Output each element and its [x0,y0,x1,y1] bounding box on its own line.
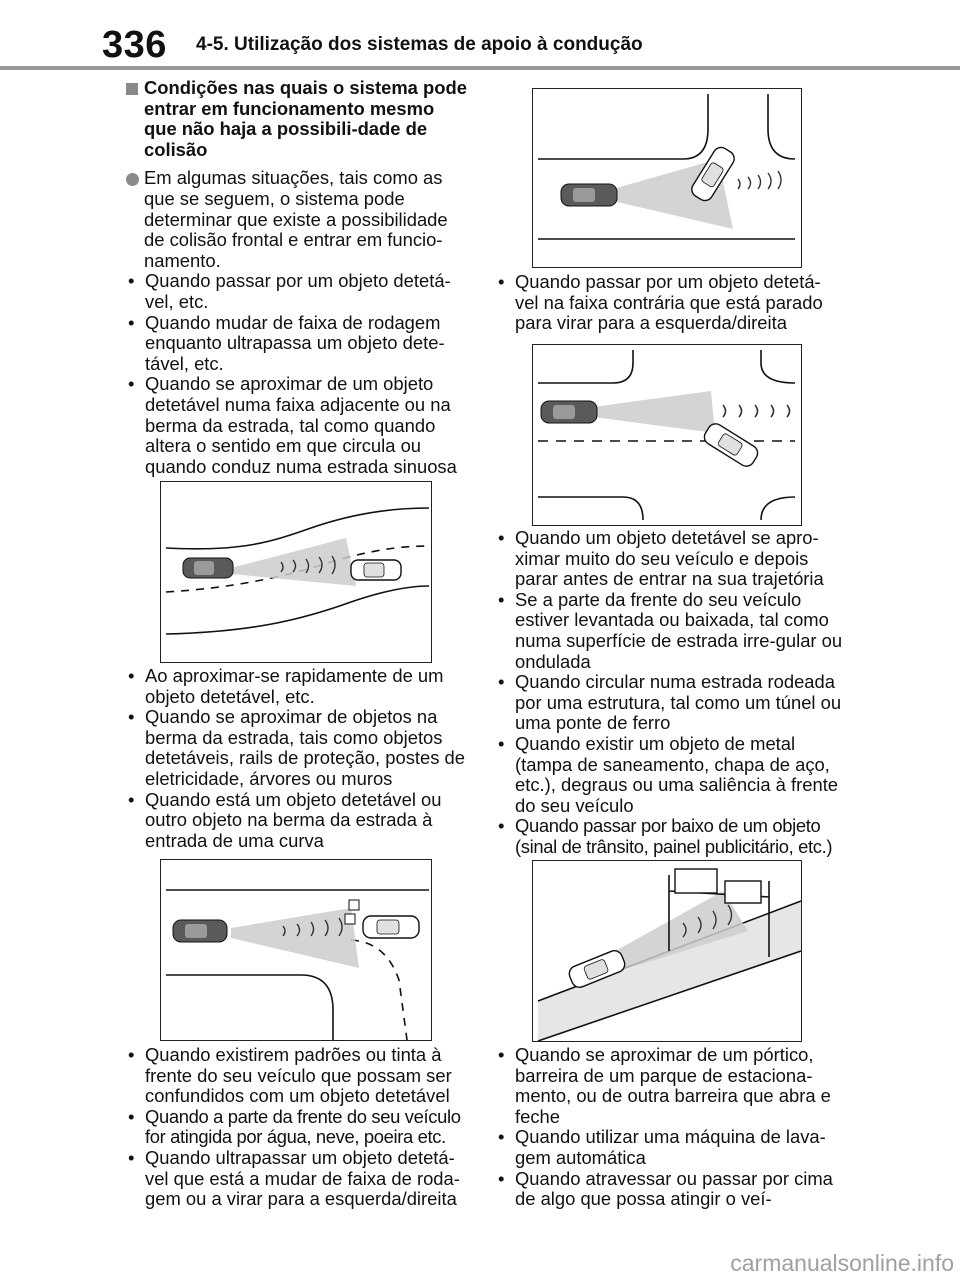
bullet-icon: • [128,270,135,292]
list-item-text: Quando passar por um objeto detetá-vel na faixa contrária que está parado para virar para a esquerda/direita [515,271,823,334]
bullet-icon: • [128,706,135,728]
bullet-icon: • [498,1167,505,1189]
list-item-text: Quando passar por um objeto detetá-vel, etc. [145,270,451,312]
list-item-text: Quando se aproximar de objetos na berma da estrada, tais como objetos detetáveis, rails de proteção, postes de eletricidade, árvores ou muros [145,706,465,789]
list-item-text: Se a parte da frente do seu veículo estiver levantada ou baixada, tal como numa superfície de estrada irre-gular ou ondulada [515,588,843,672]
bullet-icon: • [498,527,505,548]
list-item [494,1169,844,1210]
bullet-icon: • [128,311,135,333]
illustration-intersection-turn [532,88,802,268]
right-list-3 [494,1045,844,1210]
bullet-icon: • [498,1126,505,1148]
list-item-text: Quando se aproximar de um pórtico, barreira de um parque de estaciona-mento, ou de outra barreira que abra e feche [515,1044,831,1127]
list-item-text: Quando existir um objeto de metal (tampa de saneamento, chapa de aço, etc.), degraus ou uma saliência à frente do seu veículo [515,732,839,816]
list-item-text: Quando utilizar uma máquina de lava-gem automática [515,1126,826,1168]
bullet-icon: • [128,1146,135,1168]
bullet-icon: • [128,1105,135,1127]
bullet-icon: • [128,665,135,686]
bullet-list [124,666,468,851]
list-item [494,590,844,672]
list-item [494,1045,844,1127]
intro-paragraph [124,168,468,271]
list-item-text: Quando passar por baixo de um objeto (sinal de trânsito, painel publicitário, etc.) [515,815,833,857]
list-item [124,790,468,852]
list-item [124,374,468,477]
list-item [124,707,468,789]
list-item [124,1045,468,1107]
curve-entrance-illustration [161,860,431,1040]
left-list-2 [124,666,468,851]
bullet-icon: • [498,815,505,837]
bullet-list [124,1045,468,1210]
bullet-icon: • [498,732,505,754]
list-item [124,666,468,707]
list-item [124,1148,468,1210]
bullet-icon: • [498,588,505,610]
intersection-turn-illustration [533,89,801,267]
list-item [494,816,844,857]
illustration-overhead-sign [532,860,802,1042]
list-item-text: Quando atravessar ou passar por cima de algo que possa atingir o veí- [515,1167,833,1210]
section-heading [124,78,468,160]
bullet-list [494,528,844,858]
circle-bullet-icon [126,173,139,186]
list-item [494,672,844,734]
bullet-list [494,1045,844,1210]
list-item-text: Quando circular numa estrada rodeada por uma estrutura, tal como um túnel ou uma ponte de ferro [515,671,842,734]
bullet-icon: • [498,671,505,693]
illustration-approaching-object [532,344,802,526]
header-divider [0,66,960,70]
bullet-icon: • [128,373,135,395]
left-column [124,78,468,477]
right-list-2 [494,528,844,858]
intro-text: Em algumas situações, tais como as que se seguem, o sistema pode determinar que existe a possibilidade de colisão frontal e entrar em funcio-namento. [144,167,448,271]
list-item [124,1107,468,1148]
list-item [494,1127,844,1168]
list-item [494,734,844,816]
list-item [494,528,844,590]
list-item-text: Quando está um objeto detetável ou outro objeto na berma da estrada à entrada de uma curva [145,788,442,851]
right-list-1 [494,272,844,334]
watermark: carmanualsonline.info [730,1250,954,1276]
bullet-list [494,272,844,334]
list-item-text: Quando se aproximar de um objeto detetável numa faixa adjacente ou na berma da estrada, tal como quando altera o sentido em que circula ou quando conduz numa estrada sinuosa [145,373,457,477]
list-item-text: Quando existirem padrões ou tinta à frente do seu veículo que possam ser confundidos com um objeto detetável [145,1044,452,1107]
section-title: Condições nas quais o sistema pode entrar em funcionamento mesmo que não haja a possibili-dade de colisão [144,77,467,160]
illustration-winding-road [160,481,432,663]
list-item-text: Quando mudar de faixa de rodagem enquanto ultrapassa um objeto dete-tável, etc. [145,311,445,374]
list-item-text: Quando ultrapassar um objeto detetá-vel que está a mudar de faixa de roda-gem ou a virar para a esquerda/direita [145,1146,460,1210]
list-item [124,313,468,375]
illustration-curve-entrance [160,859,432,1041]
bullet-icon: • [128,1044,135,1065]
list-item-text: Ao aproximar-se rapidamente de um objeto detetável, etc. [145,665,444,707]
winding-road-illustration [161,482,431,662]
square-bullet-icon [126,83,138,95]
list-item-text: Quando a parte da frente do seu veículo for atingida por água, neve, poeira etc. [145,1105,461,1148]
list-item [124,271,468,312]
page-header [0,0,960,70]
overhead-sign-illustration [533,861,801,1041]
list-item [494,272,844,334]
left-list-3 [124,1045,468,1210]
bullet-icon: • [498,1044,505,1065]
page-number: 336 [102,24,167,66]
bullet-icon: • [498,271,505,292]
bullet-list [124,271,468,477]
approaching-object-illustration [533,345,801,525]
list-item-text: Quando um objeto detetável se apro-ximar muito do seu veículo e depois parar antes de entrar na sua trajetória [515,527,824,590]
chapter-title: 4-5. Utilização dos sistemas de apoio à condução [196,34,643,55]
bullet-icon: • [128,788,135,810]
